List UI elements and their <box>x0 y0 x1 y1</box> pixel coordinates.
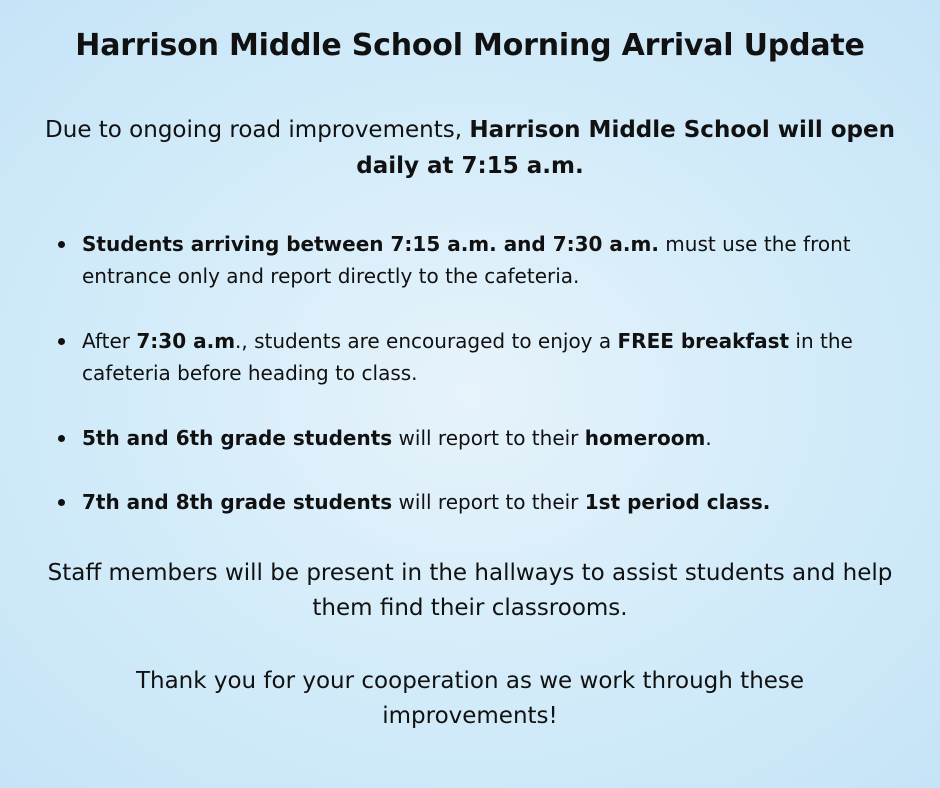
bold-text: 5th and 6th grade students <box>82 426 393 450</box>
bullet-dot-icon <box>58 499 65 506</box>
intro-paragraph <box>40 112 900 184</box>
plain-text: must use the front entrance only and report directly to the cafeteria. <box>82 232 851 288</box>
plain-text: will report to their <box>392 490 585 514</box>
plain-text: After <box>82 329 137 353</box>
bold-text: 7:30 a.m <box>136 329 236 353</box>
plain-text: will report to their <box>392 426 585 450</box>
list-item <box>58 325 868 389</box>
list-item-text <box>82 228 868 292</box>
bold-text: FREE breakfast <box>617 329 790 353</box>
list-item <box>58 228 868 292</box>
bullet-dot-icon <box>58 241 65 248</box>
list-item-text <box>82 325 868 389</box>
list-item <box>58 422 868 454</box>
bold-text: homeroom <box>584 426 706 450</box>
intro-bold-text: Harrison Middle School will open daily at 7:15 a.m. <box>356 117 895 179</box>
staff-note: Staff members will be present in the hallways to assist students and help them find their classrooms. <box>47 560 893 621</box>
plain-text: ., students are encouraged to enjoy a <box>235 329 618 353</box>
bold-text: 1st period class. <box>584 490 771 514</box>
bold-text: 7th and 8th grade students <box>82 490 393 514</box>
page-title: Harrison Middle School Morning Arrival Update <box>75 28 865 63</box>
bullet-dot-icon <box>58 435 65 442</box>
bold-text: Students arriving between 7:15 a.m. and 7:30 a.m. <box>82 232 659 256</box>
plain-text: . <box>705 426 712 450</box>
list-item-text <box>82 486 868 518</box>
intro-text: Due to ongoing road improvements, <box>45 117 470 143</box>
list-item-text <box>82 422 868 454</box>
list-item <box>58 486 868 518</box>
bullet-dot-icon <box>58 338 65 345</box>
thank-you-note: Thank you for your cooperation as we work through these improvements! <box>135 668 805 729</box>
plain-text: in the cafeteria before heading to class. <box>82 329 853 385</box>
